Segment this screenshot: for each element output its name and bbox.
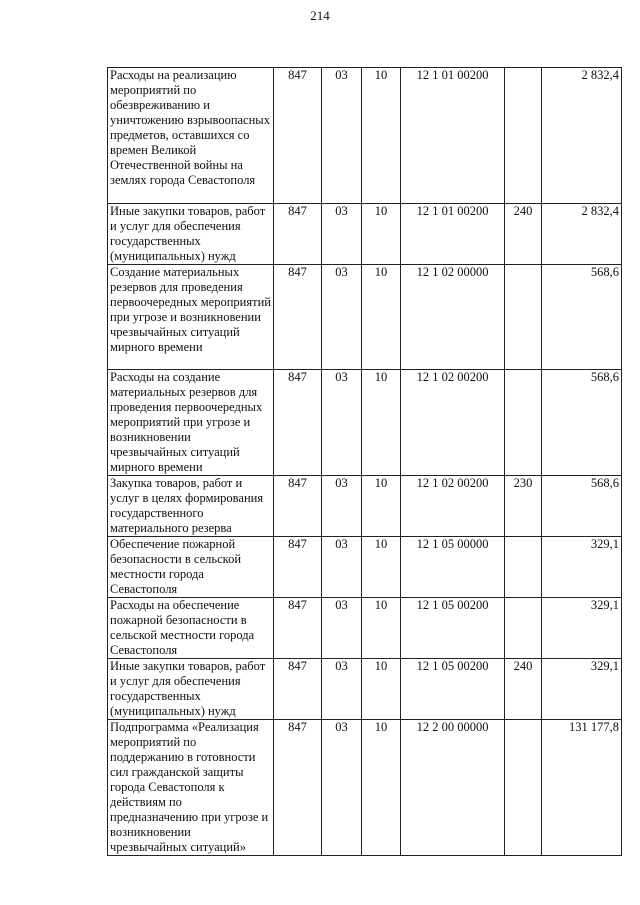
target-article: 12 1 05 00200 [401,598,505,659]
table-row [108,370,622,476]
section-code: 03 [322,265,362,370]
ministry-code: 847 [274,720,322,856]
target-article: 12 1 02 00200 [401,370,505,476]
amount: 131 177,8 [542,720,622,856]
target-article: 12 2 00 00000 [401,720,505,856]
subsection-code: 10 [362,476,401,537]
section-code: 03 [322,537,362,598]
subsection-code: 10 [362,720,401,856]
expense-type [505,370,542,476]
section-code: 03 [322,204,362,265]
expense-type: 240 [505,659,542,720]
amount: 568,6 [542,370,622,476]
table-row [108,537,622,598]
row-name: Закупка товаров, работ и услуг в целях формирования государственного материального резерва [108,476,274,537]
expense-type [505,720,542,856]
table-row [108,476,622,537]
row-name: Иные закупки товаров, работ и услуг для обеспечения государственных (муниципальных) нужд [108,659,274,720]
amount: 329,1 [542,598,622,659]
section-code: 03 [322,476,362,537]
expense-type: 240 [505,204,542,265]
row-name: Расходы на обеспечение пожарной безопасности в сельской местности города Севастополя [108,598,274,659]
budget-table [107,67,622,856]
subsection-code: 10 [362,265,401,370]
target-article: 12 1 01 00200 [401,204,505,265]
ministry-code: 847 [274,476,322,537]
amount: 329,1 [542,537,622,598]
expense-type [505,68,542,204]
ministry-code: 847 [274,659,322,720]
ministry-code: 847 [274,265,322,370]
expense-type [505,537,542,598]
subsection-code: 10 [362,204,401,265]
target-article: 12 1 01 00200 [401,68,505,204]
target-article: 12 1 02 00200 [401,476,505,537]
table-row [108,204,622,265]
expense-type: 230 [505,476,542,537]
subsection-code: 10 [362,370,401,476]
subsection-code: 10 [362,68,401,204]
table-row [108,265,622,370]
section-code: 03 [322,370,362,476]
table-row [108,598,622,659]
subsection-code: 10 [362,598,401,659]
ministry-code: 847 [274,598,322,659]
amount: 568,6 [542,265,622,370]
ministry-code: 847 [274,370,322,476]
ministry-code: 847 [274,68,322,204]
ministry-code: 847 [274,204,322,265]
amount: 2 832,4 [542,68,622,204]
table-row [108,720,622,856]
expense-type [505,598,542,659]
subsection-code: 10 [362,537,401,598]
section-code: 03 [322,720,362,856]
ministry-code: 847 [274,537,322,598]
table-row [108,659,622,720]
page-number: 214 [310,8,330,23]
section-code: 03 [322,659,362,720]
table-row [108,68,622,204]
target-article: 12 1 02 00000 [401,265,505,370]
row-name: Обеспечение пожарной безопасности в сельской местности города Севастополя [108,537,274,598]
target-article: 12 1 05 00000 [401,537,505,598]
row-name: Подпрограмма «Реализация мероприятий по поддержанию в готовности сил гражданской защиты города Севастополя к действиям по предназначению при угрозе и возникновении чрезвычайных ситуаций» [108,720,274,856]
section-code: 03 [322,598,362,659]
target-article: 12 1 05 00200 [401,659,505,720]
amount: 2 832,4 [542,204,622,265]
row-name: Расходы на создание материальных резервов для проведения первоочередных мероприятий при угрозе и возникновении чрезвычайных ситуаций мирного времени [108,370,274,476]
subsection-code: 10 [362,659,401,720]
expense-type [505,265,542,370]
amount: 329,1 [542,659,622,720]
section-code: 03 [322,68,362,204]
row-name: Создание материальных резервов для проведения первоочередных мероприятий при угрозе и возникновении чрезвычайных ситуаций мирного времени [108,265,274,370]
row-name: Расходы на реализацию мероприятий по обезвреживанию и уничтожению взрывоопасных предметов, оставшихся со времен Великой Отечественной войны на землях города Севастополя [108,68,274,204]
row-name: Иные закупки товаров, работ и услуг для обеспечения государственных (муниципальных) нужд [108,204,274,265]
amount: 568,6 [542,476,622,537]
